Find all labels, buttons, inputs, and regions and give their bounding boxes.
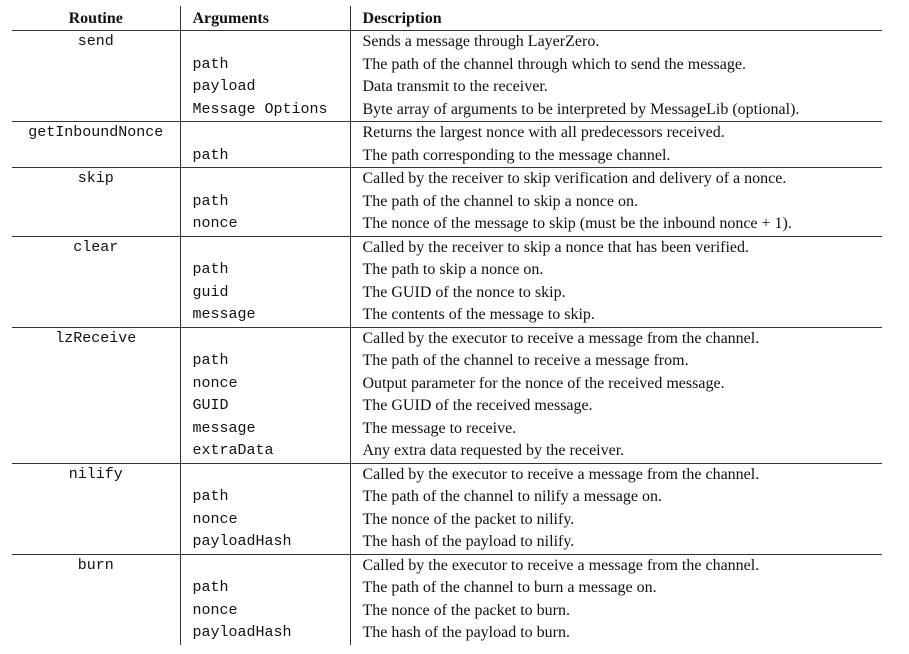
routine-column-header: Routine xyxy=(12,6,180,31)
routine-row xyxy=(12,236,882,259)
argument-name: message xyxy=(180,304,350,327)
routine-cell-empty xyxy=(12,395,180,418)
argument-description: Output parameter for the nonce of the received message. xyxy=(350,373,882,396)
routine-cell-empty xyxy=(12,440,180,463)
routine-cell-empty xyxy=(12,531,180,554)
routine-cell-empty xyxy=(12,213,180,236)
table-body xyxy=(12,31,882,645)
routine-description: Called by the executor to receive a message from the channel. xyxy=(350,463,882,486)
routine-description: Called by the executor to receive a message from the channel. xyxy=(350,554,882,577)
routine-row xyxy=(12,554,882,577)
routine-name: nilify xyxy=(68,465,123,483)
routine-name: getInboundNonce xyxy=(28,124,164,141)
argument-cell-empty xyxy=(180,236,350,259)
routine-cell-empty xyxy=(12,191,180,214)
routine-cell-empty xyxy=(12,350,180,373)
argument-name: GUID xyxy=(180,395,350,418)
argument-description: The path of the channel to skip a nonce on. xyxy=(350,191,882,214)
routine-description: Returns the largest nonce with all predecessors received. xyxy=(350,122,882,145)
argument-name: payloadHash xyxy=(180,622,350,645)
routine-cell-empty xyxy=(12,577,180,600)
routine-row xyxy=(12,327,882,350)
argument-row xyxy=(12,577,882,600)
argument-name: payload xyxy=(180,76,350,99)
argument-description: The path corresponding to the message channel. xyxy=(350,145,882,168)
routine-name: clear xyxy=(73,238,119,256)
argument-description: The hash of the payload to nilify. xyxy=(350,531,882,554)
routine-cell-empty xyxy=(12,418,180,441)
routine-cell-empty xyxy=(12,54,180,77)
argument-description: The nonce of the packet to nilify. xyxy=(350,509,882,532)
routine-cell-empty xyxy=(12,373,180,396)
argument-cell-empty xyxy=(180,463,350,486)
description-column-header: Description xyxy=(350,6,882,31)
routine-description: Called by the executor to receive a message from the channel. xyxy=(350,327,882,350)
argument-name: message xyxy=(180,418,350,441)
argument-description: Byte array of arguments to be interpreted by MessageLib (optional). xyxy=(350,99,882,122)
routine-name: skip xyxy=(77,170,114,187)
argument-name: guid xyxy=(180,282,350,305)
argument-cell-empty xyxy=(180,554,350,577)
argument-row xyxy=(12,145,882,168)
argument-row xyxy=(12,622,882,645)
argument-name: path xyxy=(180,54,350,77)
routine-cell-empty xyxy=(12,509,180,532)
argument-name: path xyxy=(180,486,350,509)
argument-name: nonce xyxy=(180,509,350,532)
routine-description: Called by the receiver to skip verification and delivery of a nonce. xyxy=(350,168,882,191)
argument-description: The message to receive. xyxy=(350,418,882,441)
argument-row xyxy=(12,395,882,418)
argument-name: extraData xyxy=(180,440,350,463)
routine-cell-empty xyxy=(12,99,180,122)
routine-description: Called by the receiver to skip a nonce that has been verified. xyxy=(350,236,882,259)
argument-name: path xyxy=(180,145,350,168)
routine-name: burn xyxy=(77,556,114,574)
argument-row xyxy=(12,600,882,623)
table-header-row xyxy=(12,6,882,31)
routine-cell-empty xyxy=(12,282,180,305)
argument-row xyxy=(12,99,882,122)
argument-name: payloadHash xyxy=(180,531,350,554)
argument-row xyxy=(12,259,882,282)
argument-name: path xyxy=(180,191,350,214)
routines-table xyxy=(12,6,882,645)
argument-row xyxy=(12,213,882,236)
argument-name: nonce xyxy=(180,600,350,623)
argument-row xyxy=(12,486,882,509)
arguments-column-header: Arguments xyxy=(180,6,350,31)
argument-description: The path of the channel to nilify a message on. xyxy=(350,486,882,509)
routine-cell-empty xyxy=(12,304,180,327)
argument-name: nonce xyxy=(180,373,350,396)
argument-description: The path to skip a nonce on. xyxy=(350,259,882,282)
routine-row xyxy=(12,122,882,145)
routine-row xyxy=(12,31,882,54)
argument-description: The nonce of the message to skip (must be the inbound nonce + 1). xyxy=(350,213,882,236)
routine-row xyxy=(12,168,882,191)
argument-cell-empty xyxy=(180,327,350,350)
routine-cell-empty xyxy=(12,76,180,99)
argument-description: The path of the channel to burn a message on. xyxy=(350,577,882,600)
argument-description: Data transmit to the receiver. xyxy=(350,76,882,99)
argument-row xyxy=(12,304,882,327)
argument-cell-empty xyxy=(180,168,350,191)
routine-cell-empty xyxy=(12,259,180,282)
routine-name: lzReceive xyxy=(55,329,137,347)
argument-row xyxy=(12,54,882,77)
argument-description: The GUID of the nonce to skip. xyxy=(350,282,882,305)
argument-row xyxy=(12,350,882,373)
argument-name: path xyxy=(180,259,350,282)
argument-description: The GUID of the received message. xyxy=(350,395,882,418)
argument-description: The hash of the payload to burn. xyxy=(350,622,882,645)
argument-name: path xyxy=(180,350,350,373)
routine-cell-empty xyxy=(12,145,180,168)
argument-cell-empty xyxy=(180,122,350,145)
routine-description: Sends a message through LayerZero. xyxy=(350,31,882,54)
argument-row xyxy=(12,282,882,305)
routine-cell-empty xyxy=(12,600,180,623)
argument-name: Message Options xyxy=(180,99,350,122)
argument-description: The path of the channel through which to send the message. xyxy=(350,54,882,77)
argument-description: The contents of the message to skip. xyxy=(350,304,882,327)
routine-name: send xyxy=(77,33,114,50)
argument-row xyxy=(12,76,882,99)
routine-cell-empty xyxy=(12,486,180,509)
argument-name: nonce xyxy=(180,213,350,236)
argument-name: path xyxy=(180,577,350,600)
argument-row xyxy=(12,191,882,214)
argument-cell-empty xyxy=(180,31,350,54)
argument-row xyxy=(12,418,882,441)
argument-row xyxy=(12,440,882,463)
argument-description: Any extra data requested by the receiver. xyxy=(350,440,882,463)
argument-row xyxy=(12,373,882,396)
argument-row xyxy=(12,531,882,554)
argument-description: The path of the channel to receive a message from. xyxy=(350,350,882,373)
argument-row xyxy=(12,509,882,532)
argument-description: The nonce of the packet to burn. xyxy=(350,600,882,623)
routine-row xyxy=(12,463,882,486)
routine-cell-empty xyxy=(12,622,180,645)
